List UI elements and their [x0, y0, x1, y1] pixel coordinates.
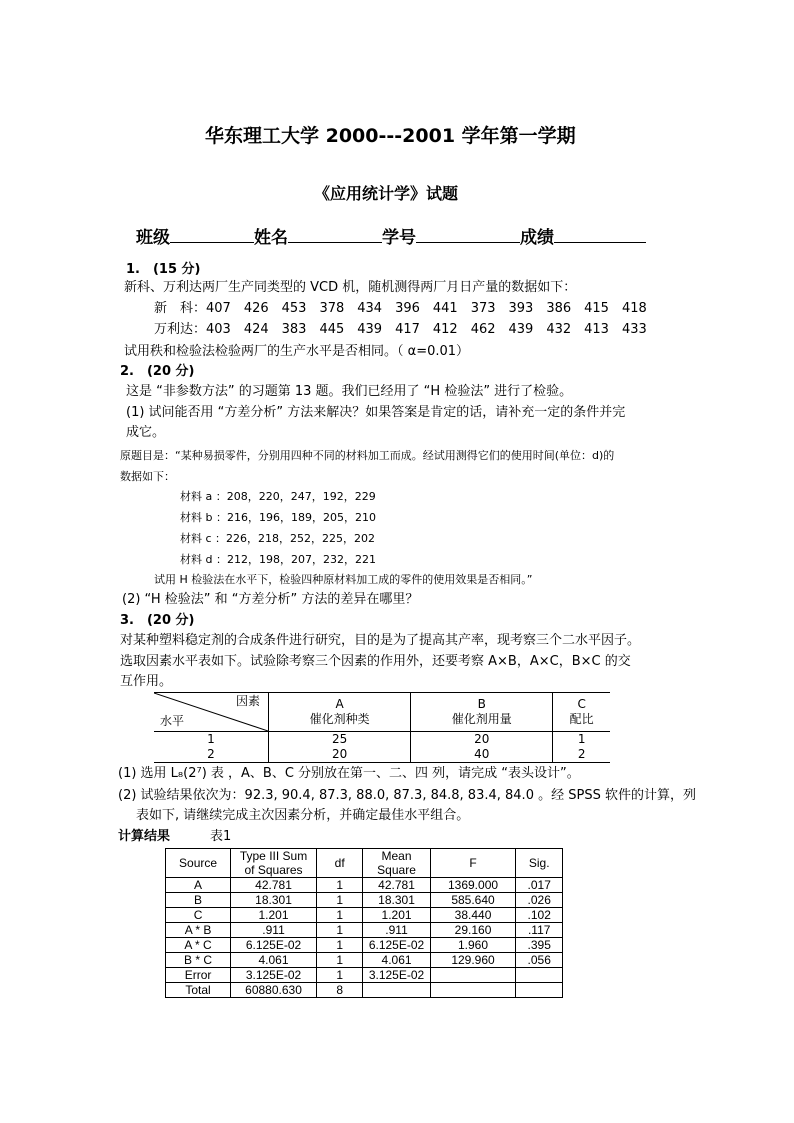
anova-cell: 1.201	[231, 908, 317, 923]
id-blank	[416, 225, 520, 243]
class-label: 班级	[136, 228, 170, 248]
anova-cell: 38.440	[430, 908, 516, 923]
calc-result-label: 计算结果	[118, 829, 171, 844]
exam-title: 华东理工大学 2000---2001 学年第一学期	[205, 125, 576, 147]
anova-row	[166, 953, 563, 968]
header-f: F	[430, 849, 516, 878]
anova-cell: .911	[363, 923, 430, 938]
factor-a-letter: A	[335, 697, 344, 711]
anova-cell: Error	[166, 968, 231, 983]
exam-subtitle: 《应用统计学》试题	[314, 184, 459, 203]
q2-line6: 试用 H 检验法在水平下，检验四种原材料加工成的零件的使用效果是否相同。”	[154, 573, 533, 586]
q3-sub1: (1) 选用 L₈(2⁷) 表 ，A、B、C 分别放在第一、二、四 列，请完成 “表头设计”。	[118, 766, 580, 781]
factor-row-1	[154, 732, 610, 748]
anova-cell: .117	[516, 923, 563, 938]
q1-row-xinke: 新 科：407 426 453 378 434 396 441 373 393 386 415 418	[154, 301, 647, 316]
header-sum-of-squares: Type III Sum of Squares	[231, 849, 317, 878]
anova-cell: C	[166, 908, 231, 923]
anova-cell: 1.201	[363, 908, 430, 923]
anova-cell: 18.301	[363, 893, 430, 908]
q2-material-c: 材料 c ：226，218，252，225，202	[180, 532, 376, 545]
corner-factor-label: 因素	[235, 694, 260, 708]
q2-line4: 原题目是：“某种易损零件，分别用四种不同的材料加工而成。经试用测得它们的使用时间(单位：d)的	[120, 449, 615, 462]
anova-row	[166, 923, 563, 938]
header-sig: Sig.	[516, 849, 563, 878]
anova-cell: A * B	[166, 923, 231, 938]
factor-b-letter: B	[477, 697, 486, 711]
anova-cell: A	[166, 878, 231, 893]
anova-cell	[430, 983, 516, 998]
header-source: Source	[166, 849, 231, 878]
anova-cell: 1	[316, 968, 363, 983]
anova-cell: 1	[316, 923, 363, 938]
anova-row	[166, 908, 563, 923]
q2-material-b: 材料 b ：216，196，189，205，210	[180, 511, 376, 524]
anova-cell: .017	[516, 878, 563, 893]
factor-table-corner	[154, 693, 269, 732]
anova-body	[166, 878, 563, 998]
anova-cell: B * C	[166, 953, 231, 968]
value-cell: 1	[553, 732, 610, 748]
anova-cell	[516, 968, 563, 983]
header-df: df	[316, 849, 363, 878]
anova-cell: 585.640	[430, 893, 516, 908]
anova-cell: 1	[316, 953, 363, 968]
anova-cell: 42.781	[231, 878, 317, 893]
value-cell: 20	[269, 747, 411, 763]
anova-cell: 1	[316, 878, 363, 893]
student-info-line	[136, 225, 646, 249]
anova-row	[166, 938, 563, 953]
anova-cell: .102	[516, 908, 563, 923]
anova-cell: B	[166, 893, 231, 908]
factor-row-2	[154, 747, 610, 763]
anova-cell: 18.301	[231, 893, 317, 908]
q1-header: 1. (15 分)	[126, 262, 201, 277]
anova-cell: 60880.630	[231, 983, 317, 998]
factor-c-letter: C	[577, 697, 586, 711]
q2-material-a: 材料 a ：208，220，247，192，229	[180, 490, 376, 503]
id-label: 学号	[382, 228, 416, 248]
q3-sub2b: 表如下, 请继续完成主次因素分析，并确定最佳水平组合。	[136, 808, 470, 823]
anova-header-row	[166, 849, 563, 878]
anova-cell: 6.125E-02	[231, 938, 317, 953]
q2-line5: 数据如下：	[120, 470, 175, 483]
anova-cell: A * C	[166, 938, 231, 953]
factor-b-name: 催化剂用量	[451, 712, 512, 726]
anova-cell: 3.125E-02	[363, 968, 430, 983]
anova-cell	[516, 983, 563, 998]
factor-a-name: 催化剂种类	[309, 712, 370, 726]
value-cell: 2	[553, 747, 610, 763]
anova-cell: 4.061	[231, 953, 317, 968]
anova-cell: .056	[516, 953, 563, 968]
q1-row-wanlida: 万利达：403 424 383 445 439 417 412 462 439 432 413 433	[154, 322, 647, 337]
anova-row	[166, 968, 563, 983]
anova-cell: 1	[316, 938, 363, 953]
factor-col-c	[553, 693, 610, 732]
factor-level-table	[154, 692, 610, 763]
q2-material-d: 材料 d ：212，198，207，232，221	[180, 553, 376, 566]
q3-header: 3. (20 分)	[120, 613, 195, 628]
anova-cell	[430, 968, 516, 983]
q2-line1: 这是 “非参数方法” 的习题第 13 题。我们已经用了 “H 检验法” 进行了检验。	[126, 384, 573, 399]
anova-cell: 8	[316, 983, 363, 998]
anova-cell: 4.061	[363, 953, 430, 968]
q3-line2: 选取因素水平表如下。试验除考察三个因素的作用外，还要考察 A×B，A×C，B×C 的交	[120, 654, 631, 669]
q3-line1: 对某种塑料稳定剂的合成条件进行研究，目的是为了提高其产率，现考察三个二水平因子。	[120, 633, 641, 648]
value-cell: 40	[411, 747, 553, 763]
value-cell: 25	[269, 732, 411, 748]
anova-cell: 29.160	[430, 923, 516, 938]
q2-line2: (1) 试问能否用 “方差分析” 方法来解决？如果答案是肯定的话，请补充一定的条件并完	[126, 405, 626, 420]
anova-cell: 3.125E-02	[231, 968, 317, 983]
q3-sub2a: (2) 试验结果依次为：92.3, 90.4, 87.3, 88.0, 87.3, 84.8, 83.4, 84.0 。经 SPSS 软件的计算，列	[118, 788, 696, 803]
anova-cell: 1	[316, 908, 363, 923]
anova-row	[166, 878, 563, 893]
anova-cell: .026	[516, 893, 563, 908]
factor-col-a	[269, 693, 411, 732]
anova-cell: 129.960	[430, 953, 516, 968]
value-cell: 20	[411, 732, 553, 748]
q2-header: 2. (20 分)	[120, 364, 195, 379]
q2-line7: (2) “H 检验法” 和 “方差分析” 方法的差异在哪里？	[122, 592, 419, 607]
name-blank	[288, 225, 382, 243]
q3-line3: 互作用。	[120, 674, 173, 689]
anova-cell	[363, 983, 430, 998]
anova-row	[166, 983, 563, 998]
factor-col-b	[411, 693, 553, 732]
anova-row	[166, 893, 563, 908]
q1-ask: 试用秩和检验法检验两厂的生产水平是否相同。（ α=0.01）	[124, 344, 470, 359]
table-1-label: 表1	[210, 829, 232, 844]
q2-line3: 成它。	[126, 425, 166, 440]
score-label: 成绩	[520, 228, 554, 248]
anova-result-table	[165, 848, 563, 998]
name-label: 姓名	[254, 228, 288, 248]
level-cell: 2	[207, 747, 215, 761]
anova-cell: 1	[316, 893, 363, 908]
class-blank	[170, 225, 254, 243]
factor-c-name: 配比	[569, 712, 594, 726]
anova-cell: .395	[516, 938, 563, 953]
header-mean-square: Mean Square	[363, 849, 430, 878]
level-cell: 1	[207, 732, 215, 746]
anova-cell: 42.781	[363, 878, 430, 893]
score-blank	[554, 225, 646, 243]
anova-cell: .911	[231, 923, 317, 938]
anova-cell: 1369.000	[430, 878, 516, 893]
corner-level-label: 水平	[160, 714, 185, 728]
anova-cell: 1.960	[430, 938, 516, 953]
q1-intro: 新科、万利达两厂生产同类型的 VCD 机，随机测得两厂月日产量的数据如下：	[124, 280, 577, 295]
anova-cell: 6.125E-02	[363, 938, 430, 953]
anova-cell: Total	[166, 983, 231, 998]
